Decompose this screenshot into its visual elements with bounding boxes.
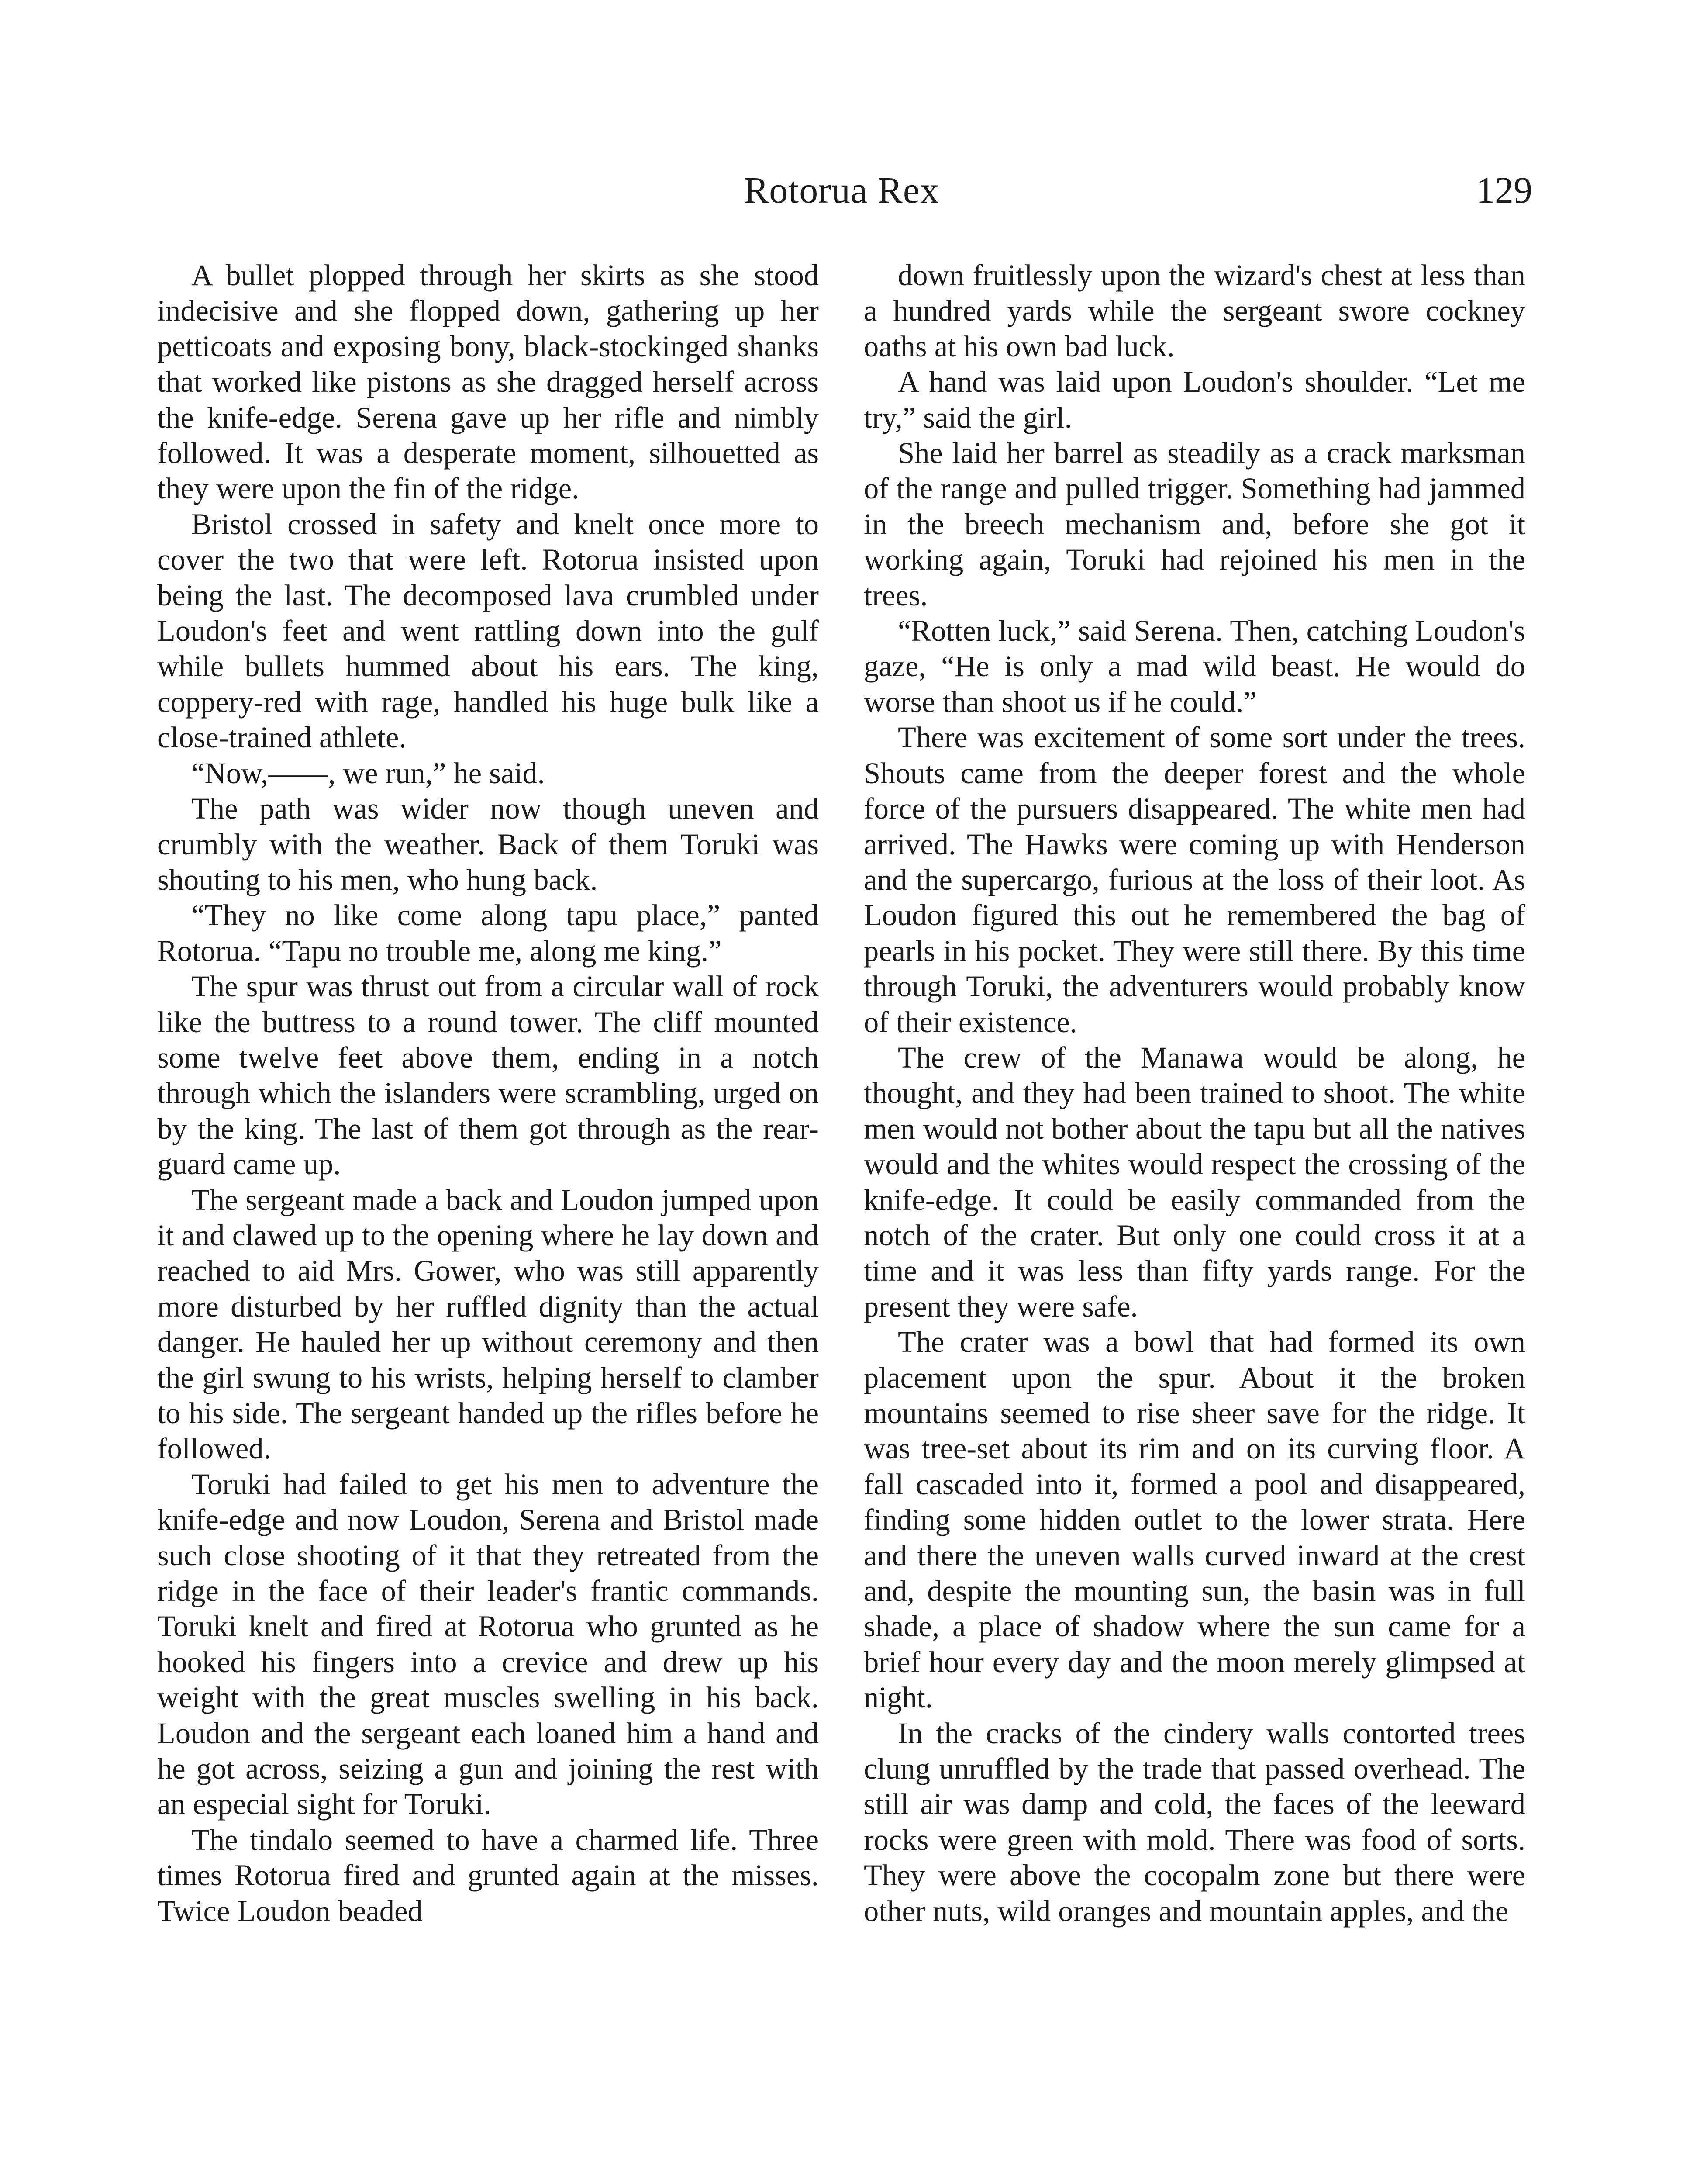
paragraph: The path was wider now though uneven and crumbly with the weather. Back of them Toruki was shouting to his men, who hung back.	[157, 792, 819, 896]
paragraph: The sergeant made a back and Loudon jumped upon it and clawed up to the opening where he lay down and reached to aid Mrs. Gower, who was still apparently more disturbed by her ruffled dignity than the actual danger. He hauled her up without ceremony and then the girl swung to his wrists, helping herself to clamber to his side. The sergeant handed up the rifles before he followed.	[157, 1183, 819, 1465]
paragraph: A hand was laid upon Loudon's shoulder. “Let me try,” said the girl.	[864, 365, 1525, 434]
paragraph: A bullet plopped through her skirts as she stood indecisive and she flopped down, gathering up her petticoats and exposing bony, black-stockinged shanks that worked like pistons as she dragged herself across the knife-edge. Serena gave up her rifle and nimbly followed. It was a desperate moment, silhouetted as they were upon the fin of the ridge.	[157, 259, 819, 505]
paragraph: She laid her barrel as steadily as a crack marksman of the range and pulled trigger. Something had jammed in the breech mechanism and, before she got it working again, Toruki had rejoined his men in the trees.	[864, 436, 1525, 612]
paragraph: “Rotten luck,” said Serena. Then, catching Loudon's gaze, “He is only a mad wild beast. He would do worse than shoot us if he could.”	[864, 614, 1525, 719]
paragraph: “They no like come along tapu place,” panted Rotorua. “Tapu no trouble me, along me king.”	[157, 898, 819, 968]
right-column	[864, 258, 1525, 1929]
paragraph: down fruitlessly upon the wizard's chest at less than a hundred yards while the sergeant swore cockney oaths at his own bad luck.	[864, 259, 1525, 363]
paragraph: The crater was a bowl that had formed its own placement upon the spur. About it the broken mountains seemed to rise sheer save for the ridge. It was tree-set about its rim and on its curving floor. A fall cascaded into it, formed a pool and disappeared, finding some hidden outlet to the lower strata. Here and there the uneven walls curved inward at the crest and, despite the mounting sun, the basin was in full shade, a place of shadow where the sun came for a brief hour every day and the moon merely glimpsed at night.	[864, 1325, 1525, 1714]
paragraph: In the cracks of the cindery walls contorted trees clung unruffled by the trade that passed overhead. The still air was damp and cold, the faces of the leeward rocks were green with mold. There was food of sorts. They were above the cocopalm zone but there were other nuts, wild oranges and mountain apples, and the	[864, 1716, 1525, 1928]
paragraph: The tindalo seemed to have a charmed life. Three times Rotorua fired and grunted again at the misses. Twice Loudon beaded	[157, 1823, 819, 1928]
running-title: Rotorua Rex	[743, 169, 940, 211]
paragraph: Toruki had failed to get his men to adventure the knife-edge and now Loudon, Serena and Bristol made such close shooting of it that they retreated from the ridge in the face of their leader's frantic commands. Toruki knelt and fired at Rotorua who grunted as he hooked his fingers into a crevice and drew up his weight with the great muscles swelling in his back. Loudon and the sergeant each loaned him a hand and he got across, seizing a gun and joining the rest with an especial sight for Toruki.	[157, 1467, 819, 1821]
left-column	[157, 258, 819, 1929]
paragraph: There was excitement of some sort under the trees. Shouts came from the deeper forest and the whole force of the pursuers disappeared. The white men had arrived. The Hawks were coming up with Henderson and the supercargo, furious at the loss of their loot. As Loudon figured this out he remembered the bag of pearls in his pocket. They were still there. By this time through Toruki, the adventurers would probably know of their existence.	[864, 721, 1525, 1039]
paragraph: The spur was thrust out from a circular wall of rock like the buttress to a round tower. The cliff mounted some twelve feet above them, ending in a notch through which the islanders were scrambling, urged on by the king. The last of them got through as the rear-guard came up.	[157, 970, 819, 1181]
paragraph: The crew of the Manawa would be along, he thought, and they had been trained to shoot. The white men would not bother about the tapu but all the natives would and the whites would respect the crossing of the knife-edge. It could be easily commanded from the notch of the crater. But only one could cross it at a time and it was less than fifty yards range. For the present they were safe.	[864, 1040, 1525, 1323]
paragraph: “Now,——, we run,” he said.	[191, 756, 545, 790]
paragraph: Bristol crossed in safety and knelt once more to cover the two that were left. Rotorua insisted upon being the last. The decomposed lava crumbled under Loudon's feet and went rattling down into the gulf while bullets hummed about his ears. The king, coppery-red with rage, handled his huge bulk like a close-trained athlete.	[157, 507, 819, 754]
page-number: 129	[1476, 169, 1532, 211]
